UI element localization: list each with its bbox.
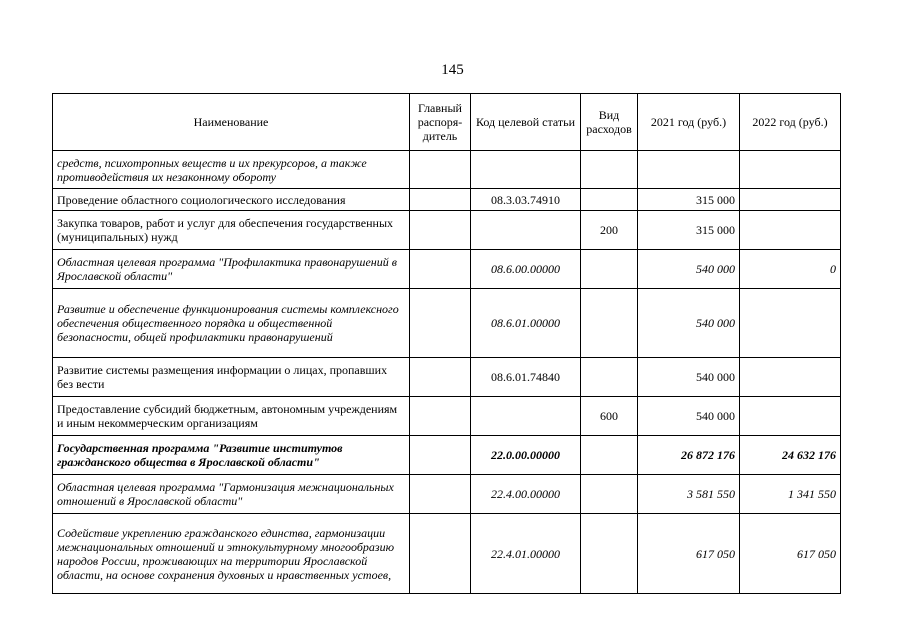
header-2021: 2021 год (руб.) xyxy=(638,94,740,151)
cell-code xyxy=(471,397,581,436)
cell-2022: 0 xyxy=(740,250,841,289)
table-row xyxy=(53,250,841,289)
cell-manager xyxy=(410,151,471,189)
cell-code xyxy=(471,211,581,250)
cell-2022: 617 050 xyxy=(740,514,841,594)
cell-expense-type xyxy=(581,436,638,475)
cell-code: 22.0.00.00000 xyxy=(471,436,581,475)
cell-2022 xyxy=(740,211,841,250)
cell-manager xyxy=(410,250,471,289)
table-row xyxy=(53,289,841,358)
cell-name: Предоставление субсидий бюджетным, автономным учреждениям и иным некоммерческим организациям xyxy=(53,397,410,436)
cell-expense-type: 600 xyxy=(581,397,638,436)
cell-code: 22.4.01.00000 xyxy=(471,514,581,594)
budget-table xyxy=(52,93,841,594)
cell-2021: 540 000 xyxy=(638,250,740,289)
cell-code: 08.6.01.00000 xyxy=(471,289,581,358)
cell-expense-type xyxy=(581,151,638,189)
cell-2022 xyxy=(740,189,841,211)
cell-code: 08.3.03.74910 xyxy=(471,189,581,211)
cell-2021: 315 000 xyxy=(638,189,740,211)
cell-manager xyxy=(410,211,471,250)
header-2022: 2022 год (руб.) xyxy=(740,94,841,151)
page-number: 145 xyxy=(441,62,464,78)
cell-code: 08.6.01.74840 xyxy=(471,358,581,397)
header-name: Наименование xyxy=(53,94,410,151)
cell-expense-type xyxy=(581,514,638,594)
header-expense-type: Вид расходов xyxy=(581,94,638,151)
cell-name: Развитие и обеспечение функционирования системы комплексного обеспечения общественного порядка и общественной безопасности, общей профилактики правонарушений xyxy=(53,289,410,358)
cell-manager xyxy=(410,358,471,397)
cell-2021: 26 872 176 xyxy=(638,436,740,475)
cell-2021: 3 581 550 xyxy=(638,475,740,514)
table-row xyxy=(53,151,841,189)
table-row xyxy=(53,189,841,211)
header-manager: Главный распоря-дитель xyxy=(410,94,471,151)
cell-name: Проведение областного социологического исследования xyxy=(53,189,410,211)
cell-name: Государственная программа "Развитие институтов гражданского общества в Ярославской области" xyxy=(53,436,410,475)
cell-expense-type: 200 xyxy=(581,211,638,250)
cell-name: Закупка товаров, работ и услуг для обеспечения государственных (муниципальных) нужд xyxy=(53,211,410,250)
cell-name: Областная целевая программа "Профилактика правонарушений в Ярославской области" xyxy=(53,250,410,289)
cell-expense-type xyxy=(581,358,638,397)
cell-2022 xyxy=(740,151,841,189)
cell-2022 xyxy=(740,358,841,397)
cell-manager xyxy=(410,289,471,358)
cell-expense-type xyxy=(581,475,638,514)
cell-code: 08.6.00.00000 xyxy=(471,250,581,289)
table-row xyxy=(53,514,841,594)
cell-2022 xyxy=(740,397,841,436)
cell-manager xyxy=(410,189,471,211)
cell-manager xyxy=(410,397,471,436)
cell-2021: 540 000 xyxy=(638,397,740,436)
cell-2021: 315 000 xyxy=(638,211,740,250)
table-row xyxy=(53,397,841,436)
table-header-row xyxy=(53,94,841,151)
cell-manager xyxy=(410,475,471,514)
cell-expense-type xyxy=(581,250,638,289)
table-row xyxy=(53,358,841,397)
cell-2022 xyxy=(740,289,841,358)
cell-name: Развитие системы размещения информации о лицах, пропавших без вести xyxy=(53,358,410,397)
cell-2022: 1 341 550 xyxy=(740,475,841,514)
header-code: Код целевой статьи xyxy=(471,94,581,151)
cell-name: средств, психотропных веществ и их прекурсоров, а также противодействия их незаконному обороту xyxy=(53,151,410,189)
cell-2021: 540 000 xyxy=(638,358,740,397)
cell-name: Содействие укреплению гражданского единства, гармонизации межнациональных отношений и этнокультурному многообразию народов России, проживающих на территории Ярославской области, на основе сохранения духовных и нравственных устоев, xyxy=(53,514,410,594)
cell-2021: 540 000 xyxy=(638,289,740,358)
cell-2022: 24 632 176 xyxy=(740,436,841,475)
cell-manager xyxy=(410,514,471,594)
cell-code xyxy=(471,151,581,189)
cell-2021 xyxy=(638,151,740,189)
cell-expense-type xyxy=(581,189,638,211)
table-row xyxy=(53,475,841,514)
cell-expense-type xyxy=(581,289,638,358)
cell-2021: 617 050 xyxy=(638,514,740,594)
table-row xyxy=(53,211,841,250)
table-row xyxy=(53,436,841,475)
cell-manager xyxy=(410,436,471,475)
cell-name: Областная целевая программа "Гармонизация межнациональных отношений в Ярославской области" xyxy=(53,475,410,514)
cell-code: 22.4.00.00000 xyxy=(471,475,581,514)
